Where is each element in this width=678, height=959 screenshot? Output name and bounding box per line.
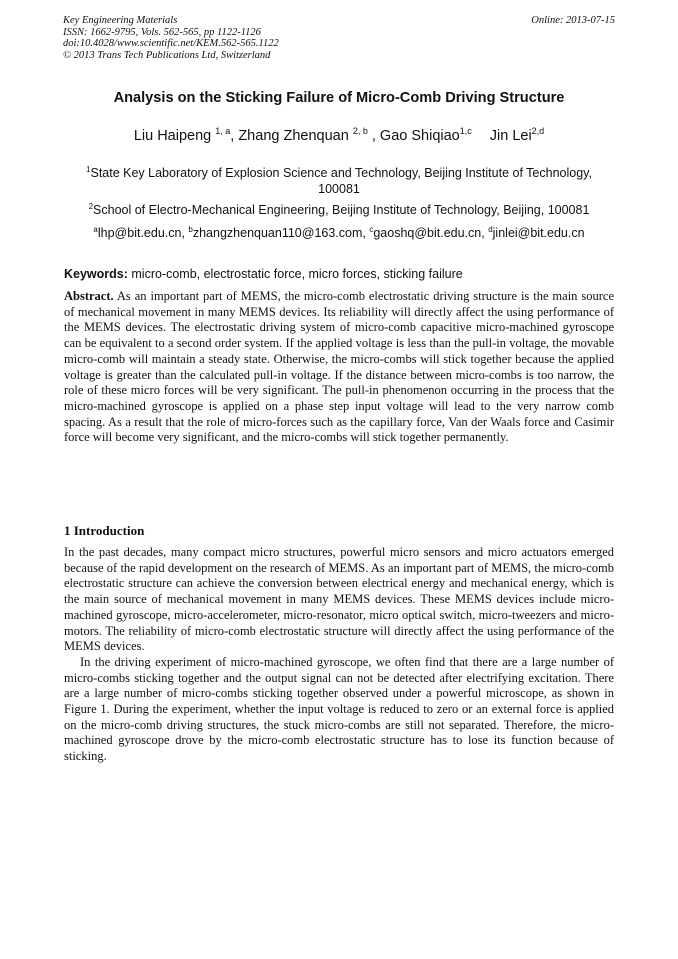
- author-name: Jin Lei: [489, 128, 532, 144]
- intro-body: [64, 545, 614, 765]
- keywords: [64, 267, 616, 281]
- author-separator: ,: [230, 128, 239, 144]
- author-name: Gao Shiqiao: [379, 128, 460, 144]
- online-date: Online: 2013-07-15: [531, 15, 615, 26]
- author-sup: 1, a: [215, 126, 231, 136]
- affiliation-1: [64, 165, 614, 197]
- affiliation-num: 2: [88, 202, 94, 211]
- abstract-label: Abstract.: [64, 289, 114, 303]
- affiliation-postcode: 100081: [318, 182, 360, 196]
- affiliation-text: State Key Laboratory of Explosion Science and Technology, Beijing Institute of Technology,: [90, 166, 592, 180]
- section-heading: 1 Introduction: [64, 523, 145, 538]
- abstract-text: As an important part of MEMS, the micro-comb electrostatic driving structure is the main source of mechanical movement in many MEMS devices. Its reliability will directly affect the using performance of the MEMS devices. The electrostatic driving system of micro-comb capacitive micro-machined gyroscope can be equivalent to a second order system. If the applied voltage is less than the pull-in voltage, the movable micro-comb will maintain a steady state. Otherwise, the micro-combs will stick together because the applied voltage is greater than the calculated pull-in voltage. If the distance between micro-combs is too narrow, the role of these micro forces will be very significant. The pull-in phenomenon occurring in the process that the micro-machined gyroscope is applied on a phase step input voltage will lead to the very narrow comb spacing. As a result that the role of micro-forces such as the capillary force, Van der Waals force and Casimir force will become very significant, and the micro-combs will stick together permanently.: [64, 289, 614, 445]
- author-separator: ,: [367, 128, 380, 144]
- keywords-text: micro-comb, electrostatic force, micro forces, sticking failure: [127, 267, 463, 281]
- affiliation-num: 1: [86, 165, 91, 174]
- email: jinlei@bit.edu.cn: [492, 226, 585, 240]
- intro-paragraph-1: In the past decades, many compact micro structures, powerful micro sensors and micro actuators emerged because of the rapid development on the research of MEMS. As an important part of MEMS, the micro-comb electrostatic structure can achieve the conversion between electrical energy and mechanical energy, which is the main source of mechanical movement in many MEMS devices. These MEMS devices include micro-machined gyroscope, micro-accelerometer, micro-resonator, micro optical switch, micro-tweezers and micro-motors. The reliability of micro-comb electrostatic structure will directly affect the using performance of the MEMS devices.: [64, 545, 614, 654]
- journal-name: Key Engineering Materials: [63, 15, 178, 26]
- doi-line: doi:10.4028/www.scientific.net/KEM.562-565.1122: [63, 38, 279, 49]
- intro-paragraph-2: In the driving experiment of micro-machined gyroscope, we often find that there are a large number of micro-combs sticking together and the output signal can not be detected after electrifying excitation. There are a large number of micro-combs sticking together observed under a powerful microscope, as shown in Figure 1. During the experiment, whether the input voltage is reduced to zero or an external force is applied on the micro-comb driving structures, the stuck micro-combs are still not separated. Therefore, the micro-machined gyroscope drove by the micro-comb electrostatic structure has to lose its function because of sticking.: [64, 654, 614, 764]
- email-sup: a: [93, 225, 98, 234]
- email-sup: c: [369, 225, 374, 234]
- author-name: Zhang Zhenquan: [238, 128, 349, 144]
- email: zhangzhenquan110@163.com: [192, 226, 363, 240]
- copyright-line: © 2013 Trans Tech Publications Ltd, Switzerland: [63, 49, 271, 61]
- author-list: [0, 128, 678, 144]
- abstract: [64, 289, 614, 446]
- affiliation-text: School of Electro-Mechanical Engineering, Beijing Institute of Technology, Beijing, 100081: [93, 203, 590, 217]
- email-sup: d: [488, 225, 493, 234]
- email: lhp@bit.edu.cn: [97, 226, 182, 240]
- affiliation-2: [64, 202, 614, 218]
- issn-line: ISSN: 1662-9795, Vols. 562-565, pp 1122-1126: [63, 26, 261, 38]
- email-list: $^a$lhp@bit.edu.cn, $^b$zhangzhenquan110@163.com, $^c$gaoshq@bit.edu.cn, $^d$jinlei@bit.edu.cn: [93, 225, 585, 240]
- email-sup: b: [188, 225, 193, 234]
- author-name: Liu Haipeng: [133, 128, 212, 144]
- keywords-label: Keywords:: [64, 267, 128, 281]
- header-row-1: [63, 15, 615, 27]
- journal-header: [63, 15, 615, 61]
- paper-title: Analysis on the Sticking Failure of Micro-Comb Driving Structure: [113, 90, 565, 106]
- author-sup: 1,c: [459, 126, 472, 136]
- author-sup: 2,d: [531, 126, 545, 136]
- author-sup: 2, b: [352, 126, 368, 136]
- email: gaoshq@bit.edu.cn: [373, 226, 482, 240]
